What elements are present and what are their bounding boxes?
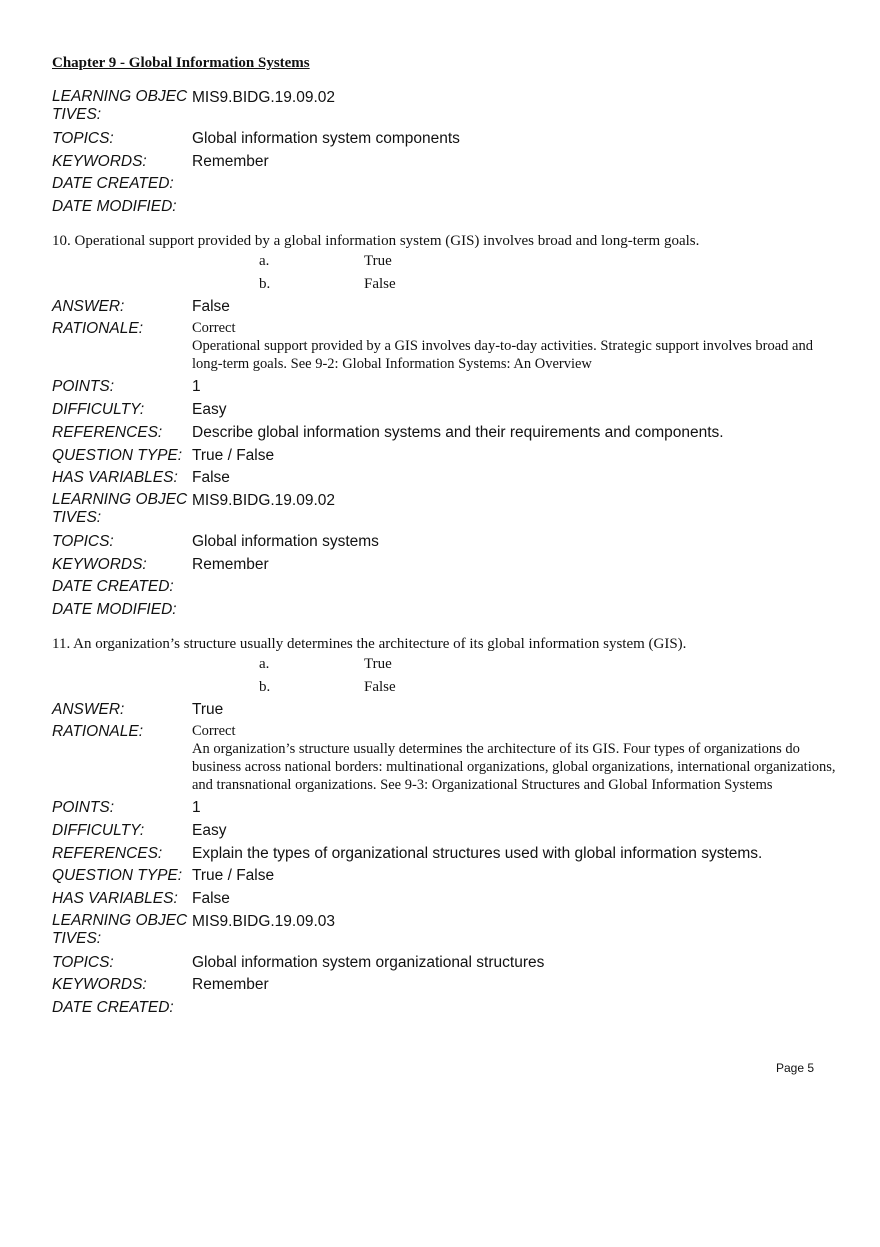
q10-date-modified-row — [52, 600, 842, 623]
q10-difficulty-row — [52, 400, 842, 423]
prev-date-created-row — [52, 174, 842, 197]
label-question-type: QUESTION TYPE: — [52, 867, 183, 885]
prev-keywords-row — [52, 152, 842, 175]
q10-date-created-row — [52, 577, 842, 600]
q11-references-row — [52, 844, 842, 867]
label-keywords: KEYWORDS: — [52, 976, 147, 994]
q10-topics: Global information systems — [192, 532, 379, 550]
label-topics: TOPICS: — [52, 953, 114, 971]
q10-choice-b-letter: b. — [259, 275, 271, 292]
label-rationale: RATIONALE: — [52, 723, 144, 741]
q10-choice-a-letter: a. — [259, 252, 270, 269]
q10-references: Describe global information systems and their requirements and components. — [192, 423, 724, 441]
question-10-text: 10. Operational support provided by a global information system (GIS) involves broad and long-term goals. — [52, 232, 700, 249]
label-date-modified: DATE MODIFIED: — [52, 600, 177, 618]
q11-choice-a-letter: a. — [259, 655, 270, 672]
q10-question-type: True / False — [192, 446, 275, 464]
q10-rationale-text: Operational support provided by a GIS involves day-to-day activities. Strategic support involves broad and long-term goals. See 9-2: Global Information Systems: An Overview — [192, 338, 813, 373]
q11-date-created-row — [52, 998, 842, 1021]
q11-keywords-row — [52, 975, 842, 998]
q11-learning-objectives-row — [52, 912, 842, 953]
q11-difficulty: Easy — [192, 822, 227, 839]
prev-date-modified-row — [52, 197, 842, 220]
q11-learning-objectives: MIS9.BIDG.19.09.03 — [192, 912, 336, 930]
document-page — [52, 52, 842, 1021]
q11-rationale-text: An organization’s structure usually determines the architecture of its GIS. Four types of organizations do business across national borders: multinational organizations, global organizations, international organizations, and transnational organizations. See 9-3: Organizational Structures and Global Information Systems — [192, 741, 836, 794]
q10-question-type-row — [52, 446, 842, 469]
label-date-modified: DATE MODIFIED: — [52, 198, 177, 216]
q10-rationale-status: Correct — [192, 320, 236, 337]
q10-points: 1 — [192, 378, 201, 396]
q11-rationale-row — [52, 722, 842, 794]
q10-references-row — [52, 423, 842, 446]
q11-choice-a-text: True — [364, 655, 392, 672]
q11-has-variables-row — [52, 889, 842, 912]
label-points: POINTS: — [52, 799, 115, 817]
q11-has-variables: False — [192, 890, 230, 908]
q10-choice-a[interactable] — [52, 251, 842, 274]
q11-topics: Global information system organizational structures — [192, 953, 545, 971]
prev-learning-objectives-row — [52, 88, 842, 129]
label-references: REFERENCES: — [52, 844, 163, 862]
label-has-variables: HAS VARIABLES: — [52, 469, 178, 487]
q10-choice-a-text: True — [364, 252, 392, 269]
label-difficulty: DIFFICULTY: — [52, 401, 145, 419]
label-topics: TOPICS: — [52, 130, 114, 147]
q11-answer: True — [192, 700, 224, 718]
q10-has-variables: False — [192, 469, 230, 487]
q10-has-variables-row — [52, 468, 842, 491]
q10-choice-b[interactable] — [52, 274, 842, 297]
q10-choice-b-text: False — [364, 275, 396, 292]
label-answer: ANSWER: — [52, 700, 125, 718]
prev-keywords: Remember — [192, 152, 269, 170]
q10-answer: False — [192, 297, 230, 315]
label-topics: TOPICS: — [52, 532, 114, 550]
q11-answer-row — [52, 700, 842, 723]
q10-keywords-row — [52, 555, 842, 578]
label-date-created: DATE CREATED: — [52, 999, 174, 1017]
q11-choice-a[interactable] — [52, 654, 842, 677]
q10-points-row — [52, 377, 842, 400]
label-keywords: KEYWORDS: — [52, 555, 147, 573]
q10-learning-objectives: MIS9.BIDG.19.09.02 — [192, 491, 336, 509]
label-difficulty: DIFFICULTY: — [52, 822, 145, 839]
q11-choice-b-letter: b. — [259, 678, 271, 695]
q11-topics-row — [52, 953, 842, 976]
q11-question-type: True / False — [192, 867, 275, 885]
label-learning-objectives: LEARNING OBJEC TIVES: — [52, 88, 188, 123]
q10-rationale-row — [52, 319, 842, 373]
q10-topics-row — [52, 532, 842, 555]
prev-topics-row — [52, 129, 842, 152]
q11-keywords: Remember — [192, 976, 269, 994]
page-number: Page 5 — [776, 1061, 815, 1075]
q10-rationale — [192, 319, 842, 373]
q10-answer-row — [52, 297, 842, 320]
q11-difficulty-row — [52, 821, 842, 844]
q11-points-row — [52, 798, 842, 821]
label-date-created: DATE CREATED: — [52, 175, 174, 193]
chapter-title: Chapter 9 - Global Information Systems — [52, 55, 310, 71]
label-learning-objectives: LEARNING OBJEC TIVES: — [52, 490, 188, 526]
prev-learning-objectives: MIS9.BIDG.19.09.02 — [192, 89, 336, 106]
label-has-variables: HAS VARIABLES: — [52, 890, 178, 908]
label-answer: ANSWER: — [52, 297, 125, 315]
question-11-text: 11. An organization’s structure usually determines the architecture of its global information system (GIS). — [52, 635, 687, 652]
label-points: POINTS: — [52, 378, 115, 396]
label-references: REFERENCES: — [52, 423, 163, 441]
q10-learning-objectives-row — [52, 491, 842, 532]
label-date-created: DATE CREATED: — [52, 578, 174, 596]
label-keywords: KEYWORDS: — [52, 152, 147, 170]
label-rationale: RATIONALE: — [52, 320, 144, 338]
q11-choice-b-text: False — [364, 678, 396, 695]
q10-keywords: Remember — [192, 555, 269, 573]
q10-difficulty: Easy — [192, 401, 227, 419]
label-learning-objectives: LEARNING OBJEC TIVES: — [52, 911, 188, 947]
q11-rationale — [192, 722, 842, 794]
q11-question-type-row — [52, 866, 842, 889]
label-question-type: QUESTION TYPE: — [52, 446, 183, 464]
q11-points: 1 — [192, 799, 201, 817]
q11-rationale-status: Correct — [192, 723, 236, 740]
prev-topics: Global information system components — [192, 130, 460, 147]
q11-references: Explain the types of organizational structures used with global information systems. — [192, 844, 763, 862]
q11-choice-b[interactable] — [52, 677, 842, 700]
